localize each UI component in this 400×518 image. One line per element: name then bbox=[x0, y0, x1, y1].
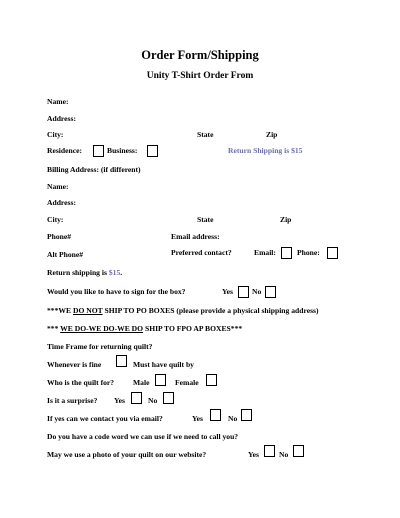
code-word-question: Do you have a code word we can use if we need to call you? bbox=[47, 432, 239, 441]
photo-yes-checkbox[interactable] bbox=[264, 445, 275, 457]
preferred-contact-label: Preferred contact? bbox=[171, 248, 232, 257]
pref-phone-label: Phone: bbox=[297, 248, 320, 257]
surprise-yes-label: Yes bbox=[114, 396, 125, 405]
phone-label: Phone# bbox=[47, 232, 72, 241]
fpo-suffix: SHIP TO FPO AP BOXES*** bbox=[144, 324, 243, 333]
page-subtitle: Unity T-Shirt Order From bbox=[146, 71, 254, 81]
page-title: Order Form/Shipping bbox=[141, 48, 259, 62]
photo-no-checkbox[interactable] bbox=[293, 445, 304, 457]
state-label: State bbox=[197, 130, 214, 139]
contact-email-yes-checkbox[interactable] bbox=[210, 409, 221, 421]
po-underlined: DO NOT bbox=[72, 306, 103, 315]
time-frame-question: Time Frame for returning quilt? bbox=[47, 342, 153, 351]
contact-email-yes-label: Yes bbox=[192, 414, 203, 423]
zip-label: Zip bbox=[266, 130, 278, 139]
surprise-no-checkbox[interactable] bbox=[163, 392, 174, 404]
residence-label: Residence: bbox=[47, 146, 83, 155]
billing-address-label: Address: bbox=[47, 198, 76, 207]
billing-address-heading: Billing Address: (if different) bbox=[47, 165, 141, 174]
sign-no-label: No bbox=[252, 287, 262, 296]
whenever-checkbox[interactable] bbox=[116, 355, 127, 367]
po-suffix: SHIP TO PO BOXES (please provide a physical shipping address) bbox=[104, 306, 319, 315]
city-label: City: bbox=[47, 130, 64, 139]
email-address-label: Email address: bbox=[171, 232, 220, 241]
fpo-underlined: WE DO-WE DO-WE DO bbox=[60, 324, 144, 333]
alt-phone-label: Alt Phone# bbox=[47, 250, 84, 259]
surprise-question: Is it a surprise? bbox=[47, 396, 98, 405]
address-label: Address: bbox=[47, 114, 76, 123]
sign-yes-label: Yes bbox=[222, 287, 233, 296]
sign-question: Would you like to have to sign for the box? bbox=[47, 287, 186, 296]
billing-name-label: Name: bbox=[47, 182, 69, 191]
po-box-notice bbox=[47, 306, 319, 316]
name-label: Name: bbox=[47, 97, 69, 106]
contact-email-no-label: No bbox=[228, 414, 238, 423]
pref-phone-checkbox[interactable] bbox=[327, 247, 338, 259]
surprise-yes-checkbox[interactable] bbox=[131, 392, 142, 404]
female-label: Female bbox=[175, 378, 199, 387]
pref-email-label: Email: bbox=[254, 248, 276, 257]
po-prefix: ***WE bbox=[47, 306, 72, 315]
photo-no-label: No bbox=[279, 450, 289, 459]
male-checkbox[interactable] bbox=[155, 374, 166, 386]
must-have-label: Must have quilt by bbox=[133, 360, 194, 369]
who-for-question: Who is the quilt for? bbox=[47, 378, 115, 387]
business-checkbox[interactable] bbox=[147, 145, 158, 157]
return-shipping-prefix: Return shipping is bbox=[47, 268, 107, 277]
whenever-label: Whenever is fine bbox=[47, 360, 102, 369]
return-shipping-line bbox=[47, 268, 122, 278]
photo-yes-label: Yes bbox=[248, 450, 259, 459]
billing-city-label: City: bbox=[47, 215, 64, 224]
return-shipping-amount: $15 bbox=[108, 268, 121, 277]
business-label: Business: bbox=[107, 146, 138, 155]
pref-email-checkbox[interactable] bbox=[281, 247, 292, 259]
residence-checkbox[interactable] bbox=[93, 145, 104, 157]
billing-state-label: State bbox=[197, 215, 214, 224]
fpo-box-notice bbox=[47, 324, 242, 334]
fpo-prefix: *** bbox=[47, 324, 59, 333]
male-label: Male bbox=[133, 378, 150, 387]
contact-email-question: If yes can we contact you via email? bbox=[47, 414, 163, 423]
surprise-no-label: No bbox=[148, 396, 158, 405]
photo-question: May we use a photo of your quilt on our website? bbox=[47, 450, 207, 459]
female-checkbox[interactable] bbox=[206, 374, 217, 386]
return-shipping-suffix: . bbox=[120, 268, 123, 277]
sign-yes-checkbox[interactable] bbox=[238, 286, 249, 298]
contact-email-no-checkbox[interactable] bbox=[241, 409, 252, 421]
sign-no-checkbox[interactable] bbox=[265, 286, 276, 298]
return-shipping-note: Return Shipping is $15 bbox=[228, 146, 303, 155]
billing-zip-label: Zip bbox=[280, 215, 292, 224]
